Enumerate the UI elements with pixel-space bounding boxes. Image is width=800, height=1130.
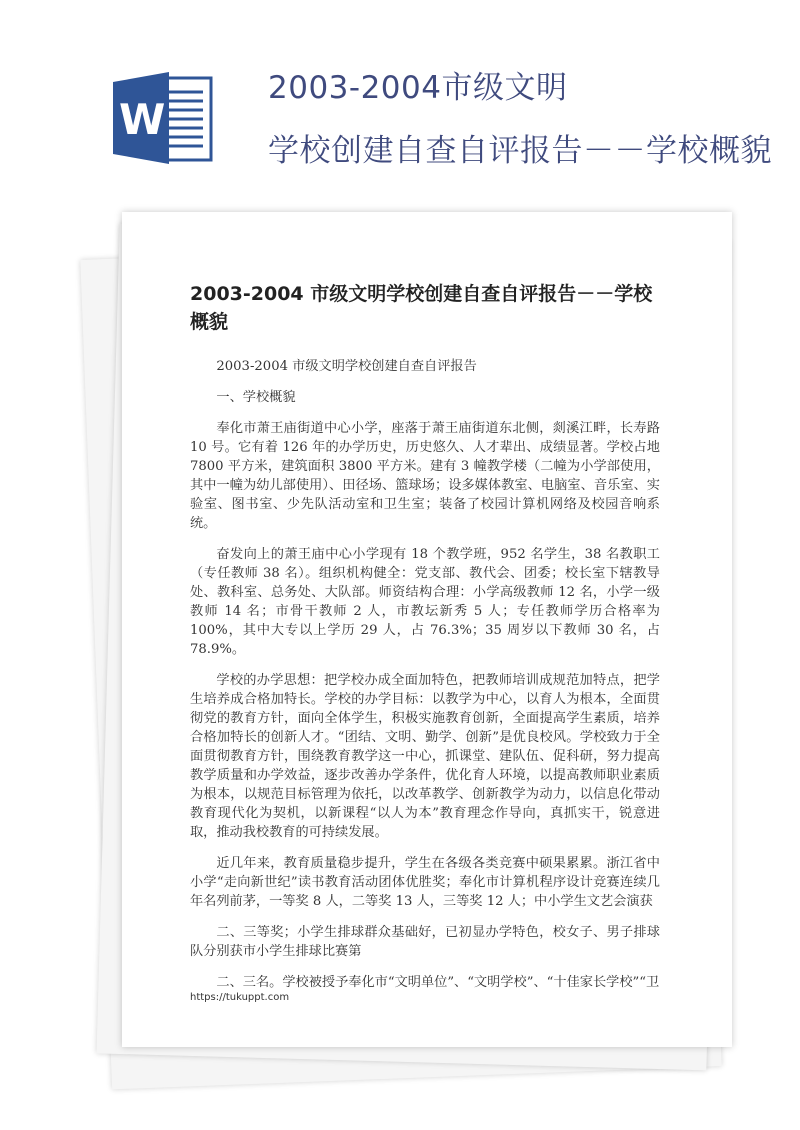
page-title-line-1: 2003-2004市级文明: [268, 70, 568, 106]
page-title-line-2: 学校创建自查自评报告－－学校概貌: [268, 133, 772, 169]
section-heading: 一、学校概貌: [216, 390, 296, 405]
paragraph-school-overview: 奉化市萧王庙街道中心小学，座落于萧王庙街道东北侧，剡溪江畔，长寿路 10 号。它有着 126 年的办学历史，历史悠久、人才辈出、成绩显著。学校占地 7800 平方米，建筑面积 3800 平方米。建有 3 幢教学楼（二幢为小学部使用，其中一幢为幼儿部使用）、田径场、篮球场；设多媒体教室、电脑室、音乐室、实验室、图书室、少先队活动室和卫生室；装备了校园计算机网络及校园音响系统。: [190, 421, 660, 531]
document-page: [122, 212, 732, 1047]
paragraph-volleyball: 二、三等奖；小学生排球群众基础好，已初显办学特色，校女子、男子排球队分别获市小学生排球比赛第: [190, 925, 660, 959]
header: [0, 0, 800, 200]
footer-url: https://tukuppt.com: [190, 992, 290, 1003]
document-body: [190, 357, 660, 1004]
paragraph-school-philosophy: 学校的办学思想：把学校办成全面加特色，把教师培训成规范加特点，把学生培养成合格加特长。学校的办学目标：以教学为中心，以育人为根本，全面贯彻党的教育方针，面向全体学生，积极实施教育创新，全面提高学生素质，培养合格加特长的创新人才。“团结、文明、勤学、创新”是优良校风。学校致力于全面贯彻教育方针，围绕教育教学这一中心，抓课堂、建队伍、促科研，努力提高教学质量和办学效益，逐步改善办学条件，优化育人环境，以提高教师职业素质为根本，以规范目标管理为依托，以改革教学、创新教学为动力，以信息化带动教育现代化为契机，以新课程“以人为本”教育理念作导向，真抓实干，锐意进取，推动我校教育的可持续发展。: [190, 673, 660, 840]
report-heading: 2003-2004 市级文明学校创建自查自评报告: [216, 359, 477, 374]
svg-text:W: W: [119, 95, 166, 144]
paragraph-honors: 二、三名。学校被授予奉化市“文明单位”、“文明学校”、“十佳家长学校”“卫: [216, 975, 660, 990]
paragraph-achievements: 近几年来，教育质量稳步提升，学生在各级各类竞赛中硕果累累。浙江省中小学“走向新世纪”读书教育活动团体优胜奖；奉化市计算机程序设计竞赛连续几年名列前茅，一等奖 8 人，二等奖 13 人，三等奖 12 人；中小学生文艺会演获: [190, 856, 660, 909]
paragraph-school-staff: 奋发向上的萧王庙中心小学现有 18 个教学班，952 名学生，38 名教职工（专任教师 38 名）。组织机构健全：党支部、教代会、团委；校长室下辖教导处、教科室、总务处、大队部。师资结构合理：小学高级教师 12 名，小学一级教师 14 名；市骨干教师 2 人，市教坛新秀 5 人；专任教师学历合格率为 100%，其中大专以上学历 29 人，占 76.3%；35 周岁以下教师 30 名，占 78.9%。: [190, 547, 660, 657]
word-document-icon: [113, 68, 223, 168]
document-title: 2003-2004 市级文明学校创建自查自评报告－－学校概貌: [190, 283, 653, 333]
